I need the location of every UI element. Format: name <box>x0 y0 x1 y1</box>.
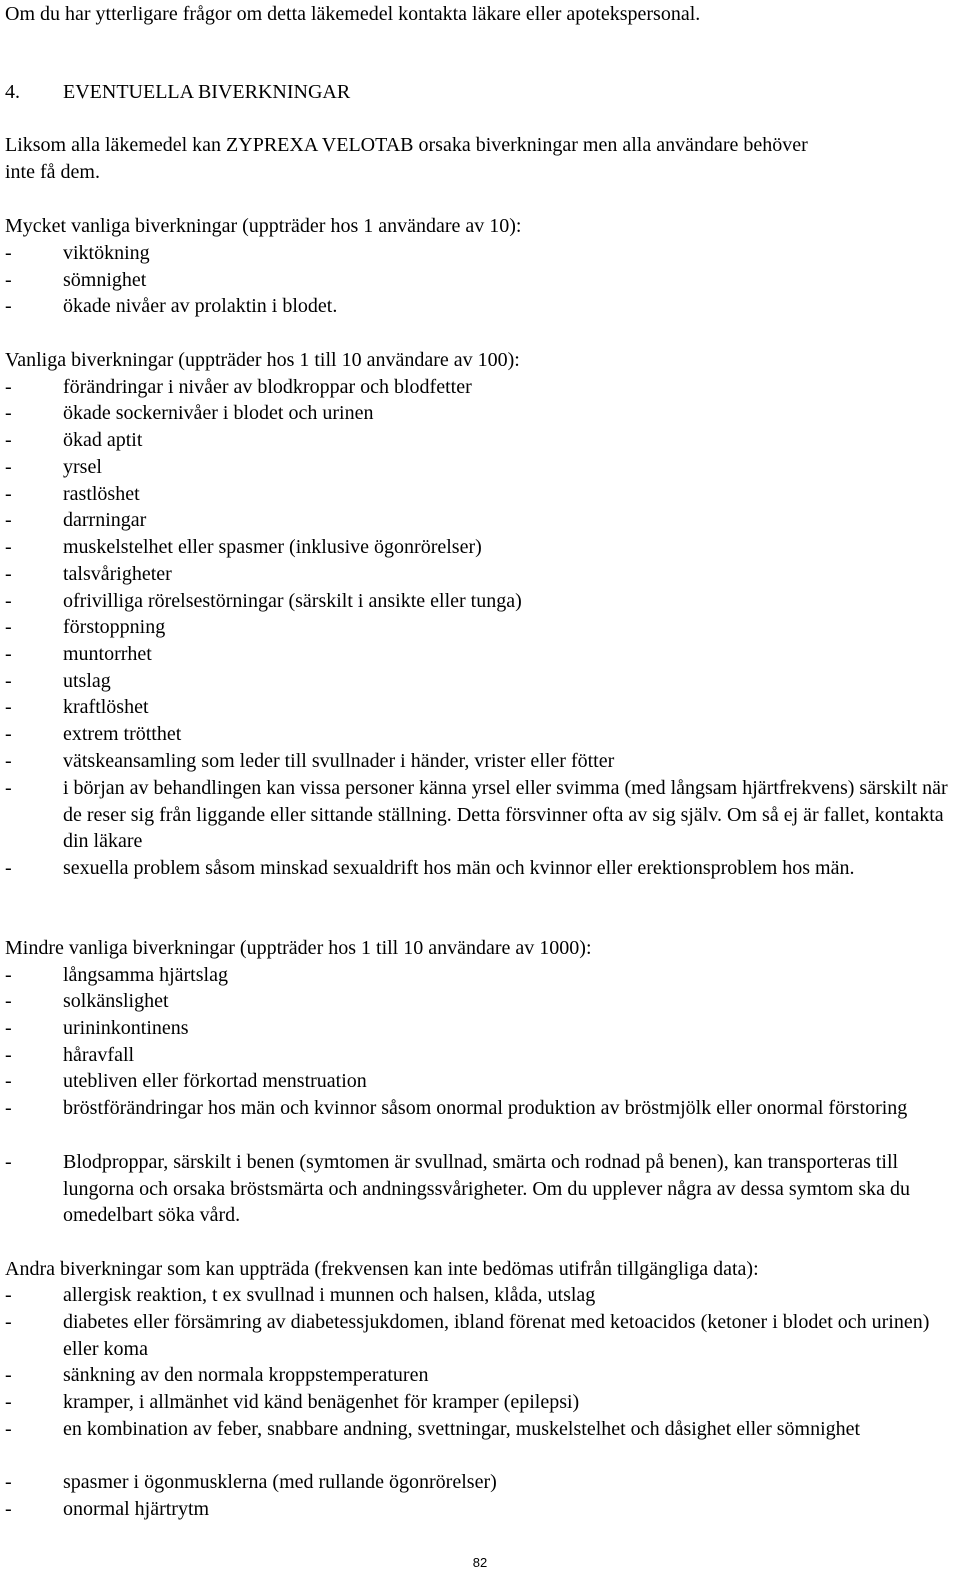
list-item: - sexuella problem såsom minskad sexualdrift hos män och kvinnor eller erektionsproblem hos män. <box>5 855 955 882</box>
list-item: - rastlöshet <box>5 481 955 508</box>
list-item: - extrem trötthet <box>5 721 955 748</box>
list-dash: - <box>5 456 12 478</box>
list-dash: - <box>5 429 12 451</box>
list-item: - i början av behandlingen kan vissa personer känna yrsel eller svimma (med långsam hjärtfrekvens) särskilt när de reser sig från liggande eller sittande ställning. Detta försvinner ofta av sig själv. Om så ej är fallet, kontakta din läkare <box>5 777 948 853</box>
list-item: - vätskeansamling som leder till svullnader i händer, vrister eller fötter <box>5 748 955 775</box>
list-dash: - <box>5 1391 12 1413</box>
list-item: - utebliven eller förkortad menstruation <box>5 1068 955 1095</box>
list-dash: - <box>5 1044 12 1066</box>
list-dash: - <box>5 536 12 558</box>
list-item: - solkänslighet <box>5 988 955 1015</box>
list-item: - kraftlöshet <box>5 694 955 721</box>
list-item: - allergisk reaktion, t ex svullnad i munnen och halsen, klåda, utslag <box>5 1282 955 1309</box>
list-item: - diabetes eller försämring av diabetessjukdomen, ibland förenat med ketoacidos (ketoner i blodet och urinen) eller koma <box>5 1311 930 1360</box>
list-dash: - <box>5 483 12 505</box>
list-dash: - <box>5 1418 12 1440</box>
list-item: - kramper, i allmänhet vid känd benägenhet för kramper (epilepsi) <box>5 1389 955 1416</box>
list-item: - förändringar i nivåer av blodkroppar och blodfetter <box>5 374 955 401</box>
list-item: - ofrivilliga rörelsestörningar (särskilt i ansikte eller tunga) <box>5 588 955 615</box>
section-title: EVENTUELLA BIVERKNINGAR <box>63 81 351 103</box>
list-dash: - <box>5 964 12 986</box>
list-item: - viktökning <box>5 240 955 267</box>
list-dash: - <box>5 670 12 692</box>
list-dash: - <box>5 777 12 799</box>
list-item: - förstoppning <box>5 614 955 641</box>
list-item: - darrningar <box>5 507 955 534</box>
list-dash: - <box>5 295 12 317</box>
list-item: - ökade nivåer av prolaktin i blodet. <box>5 293 955 320</box>
very-common-heading: Mycket vanliga biverkningar (uppträder hos 1 användare av 10): <box>5 215 522 237</box>
list-dash: - <box>5 1284 12 1306</box>
common-heading: Vanliga biverkningar (uppträder hos 1 till 10 användare av 100): <box>5 349 520 371</box>
list-item: - muskelstelhet eller spasmer (inklusive ögonrörelser) <box>5 534 955 561</box>
list-dash: - <box>5 1097 12 1119</box>
list-dash: - <box>5 1471 12 1493</box>
section-heading <box>5 79 350 106</box>
paragraph-1-continuation: inte få dem. <box>5 161 100 183</box>
list-dash: - <box>5 509 12 531</box>
list-dash: - <box>5 242 12 264</box>
list-item: - håravfall <box>5 1042 955 1069</box>
list-dash: - <box>5 1070 12 1092</box>
list-item: - urininkontinens <box>5 1015 955 1042</box>
uncommon-heading: Mindre vanliga biverkningar (uppträder hos 1 till 10 användare av 1000): <box>5 937 592 959</box>
section-number: 4. <box>5 81 20 103</box>
list-item: - långsamma hjärtslag <box>5 962 955 989</box>
page-number: 82 <box>472 1555 488 1570</box>
list-item: - utslag <box>5 668 955 695</box>
list-item: - sänkning av den normala kroppstemperaturen <box>5 1362 955 1389</box>
list-item: - talsvårigheter <box>5 561 955 588</box>
list-dash: - <box>5 643 12 665</box>
list-item: - yrsel <box>5 454 955 481</box>
paragraph-1: Liksom alla läkemedel kan ZYPREXA VELOTAB orsaka biverkningar men alla användare behöver <box>5 134 808 156</box>
other-heading: Andra biverkningar som kan uppträda (frekvensen kan inte bedömas utifrån tillgängliga data): <box>5 1258 759 1280</box>
list-item: - sömnighet <box>5 267 955 294</box>
list-dash: - <box>5 750 12 772</box>
list-item: - ökade sockernivåer i blodet och urinen <box>5 400 955 427</box>
list-dash: - <box>5 1311 12 1333</box>
list-dash: - <box>5 1017 12 1039</box>
list-dash: - <box>5 402 12 424</box>
list-dash: - <box>5 590 12 612</box>
intro-line: Om du har ytterligare frågor om detta läkemedel kontakta läkare eller apotekspersonal. <box>5 3 701 25</box>
list-dash: - <box>5 696 12 718</box>
list-dash: - <box>5 857 12 879</box>
list-item: - ökad aptit <box>5 427 955 454</box>
list-item: - onormal hjärtrytm <box>5 1496 955 1523</box>
list-dash: - <box>5 1364 12 1386</box>
list-dash: - <box>5 376 12 398</box>
list-dash: - <box>5 990 12 1012</box>
list-item: - muntorrhet <box>5 641 955 668</box>
list-dash: - <box>5 1151 12 1173</box>
list-item: - spasmer i ögonmusklerna (med rullande ögonrörelser) <box>5 1469 955 1496</box>
list-item: - en kombination av feber, snabbare andning, svettningar, muskelstelhet och dåsighet eller sömnighet <box>5 1416 955 1443</box>
list-dash: - <box>5 1498 12 1520</box>
list-item: - bröstförändringar hos män och kvinnor såsom onormal produktion av bröstmjölk eller onormal förstoring <box>5 1095 955 1122</box>
list-dash: - <box>5 269 12 291</box>
list-item: - Blodproppar, särskilt i benen (symtomen är svullnad, smärta och rodnad på benen), kan transporteras till lungorna och orsaka bröstsmärta och andningssvårigheter. Om du upplever några av dessa symtom ska du omedelbart söka vård. <box>5 1151 911 1227</box>
list-dash: - <box>5 563 12 585</box>
list-dash: - <box>5 616 12 638</box>
list-dash: - <box>5 723 12 745</box>
